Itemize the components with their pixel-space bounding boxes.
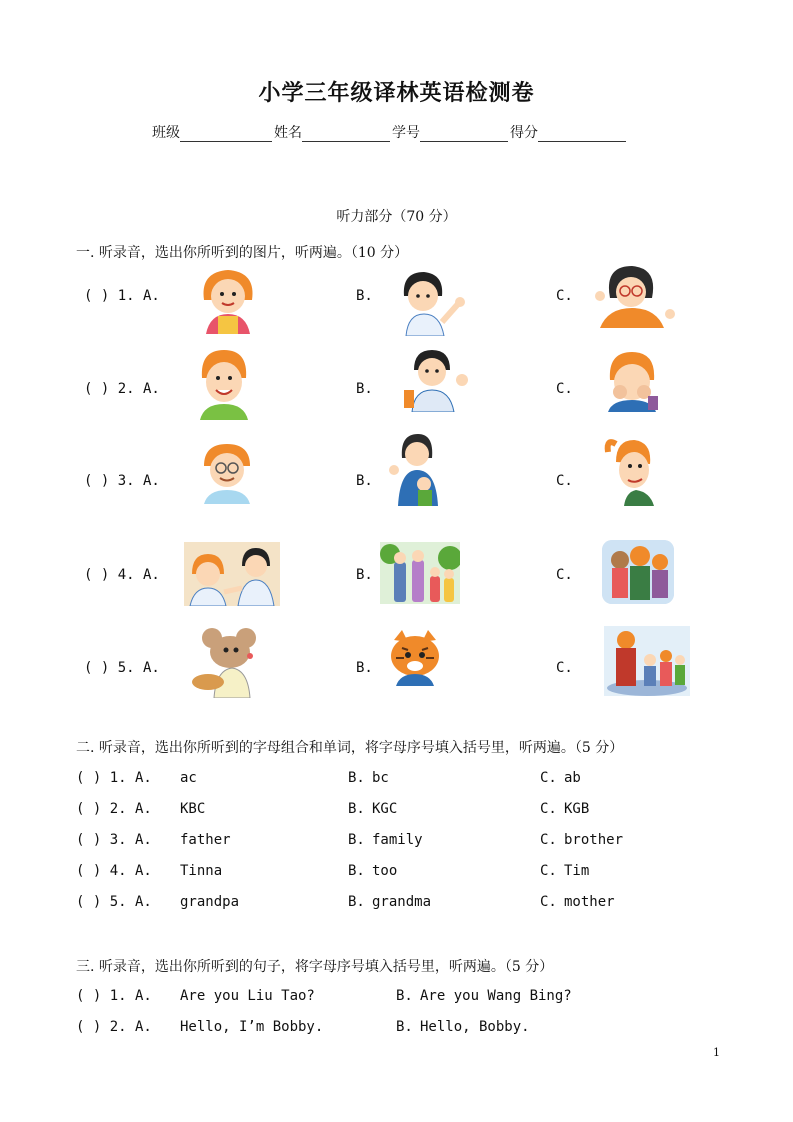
s1-q5-c-label: C. [556, 660, 573, 676]
s1-q2-b-label: B. [356, 381, 373, 397]
animals-standing-scene-icon[interactable] [602, 540, 674, 604]
s2-q4-option-c: Tim [564, 863, 590, 879]
listening-part-title: 听力部分（70 分） [336, 209, 457, 225]
s2-q2-c-label: C. [540, 801, 557, 817]
s1-q4-c-label: C. [556, 567, 573, 583]
s2-q5-number: ( ) 5. A. [76, 894, 152, 910]
boy-orange-hair-smiling-icon[interactable] [196, 348, 252, 420]
s2-q1-c-label: C. [540, 770, 557, 786]
s2-q5-option-a: grandpa [180, 894, 240, 910]
s2-q1-number: ( ) 1. A. [76, 770, 152, 786]
s2-q4-option-b: too [372, 863, 398, 879]
grandpa-glasses-icon[interactable] [198, 440, 256, 504]
s2-q2-option-a: KBC [180, 801, 206, 817]
s2-q5-option-c: mother [564, 894, 615, 910]
s1-q1-c-label: C. [556, 288, 573, 304]
boys-greeting-scene-icon[interactable] [184, 542, 280, 606]
mother-holding-child-icon[interactable] [384, 430, 448, 506]
student-info-line [152, 122, 628, 142]
s3-q1-option-b: Are you Wang Bing? [420, 988, 572, 1004]
s2-q1-option-a: ac [180, 770, 197, 786]
s2-q1-option-b: bc [372, 770, 389, 786]
page-number: 1 [713, 1046, 720, 1059]
name-label: 姓名 [274, 125, 302, 141]
s2-q3-option-a: father [180, 832, 231, 848]
s3-q2-option-a: Hello, I’m Bobby. [180, 1019, 324, 1035]
s2-q2-b-label: B. [348, 801, 365, 817]
section3-heading: 三. 听录音，选出你所听到的句子，将字母序号填入括号里，听两遍。（5 分） [76, 959, 554, 975]
tiger-cub-icon[interactable] [386, 628, 444, 688]
s1-q3-b-label: B. [356, 473, 373, 489]
s2-q3-b-label: B. [348, 832, 365, 848]
s2-q3-option-b: family [372, 832, 423, 848]
s2-q4-b-label: B. [348, 863, 365, 879]
s2-q3-option-c: brother [564, 832, 624, 848]
section1-heading: 一. 听录音，选出你所听到的图片，听两遍。（10 分） [76, 245, 409, 261]
number-field[interactable] [420, 127, 508, 142]
s2-q2-number: ( ) 2. A. [76, 801, 152, 817]
number-label: 学号 [392, 125, 420, 141]
s2-q2-option-c: KGB [564, 801, 590, 817]
s1-q5-b-label: B. [356, 660, 373, 676]
s3-q2-number: ( ) 2. A. [76, 1019, 152, 1035]
section2-heading: 二. 听录音，选出你所听到的字母组合和单词，将字母序号填入括号里，听两遍。（5 分） [76, 740, 624, 756]
s1-q5-number: ( ) 5. A. [84, 660, 160, 676]
s1-q4-b-label: B. [356, 567, 373, 583]
score-label: 得分 [510, 125, 538, 141]
s3-q2-option-b: Hello, Bobby. [420, 1019, 530, 1035]
woman-glasses-waving-icon[interactable] [594, 262, 678, 328]
s1-q3-number: ( ) 3. A. [84, 473, 160, 489]
s2-q4-number: ( ) 4. A. [76, 863, 152, 879]
class-label: 班级 [152, 125, 180, 141]
s2-q2-option-b: KGC [372, 801, 398, 817]
s2-q4-c-label: C. [540, 863, 557, 879]
s3-q1-b-label: B. [396, 988, 413, 1004]
boy-black-hair-waving-icon[interactable] [398, 346, 472, 412]
s1-q4-number: ( ) 4. A. [84, 567, 160, 583]
s2-q3-c-label: C. [540, 832, 557, 848]
name-field[interactable] [302, 127, 390, 142]
s1-q1-b-label: B. [356, 288, 373, 304]
girl-orange-hair-icon[interactable] [196, 266, 260, 334]
s1-q3-c-label: C. [556, 473, 573, 489]
s3-q1-option-a: Are you Liu Tao? [180, 988, 315, 1004]
tiger-with-children-scene-icon[interactable] [604, 626, 690, 696]
boy-covering-face-icon[interactable] [604, 350, 660, 412]
s1-q2-c-label: C. [556, 381, 573, 397]
s2-q3-number: ( ) 3. A. [76, 832, 152, 848]
s1-q2-number: ( ) 2. A. [84, 381, 160, 397]
s1-q1-number: ( ) 1. A. [84, 288, 160, 304]
page-title: 小学三年级译林英语检测卷 [258, 81, 535, 106]
s2-q5-c-label: C. [540, 894, 557, 910]
family-walking-scene-icon[interactable] [380, 542, 460, 604]
s2-q5-option-b: grandma [372, 894, 432, 910]
class-field[interactable] [180, 127, 272, 142]
girl-black-hair-waving-icon[interactable] [386, 266, 472, 336]
s2-q5-b-label: B. [348, 894, 365, 910]
s2-q4-option-a: Tinna [180, 863, 223, 879]
s3-q1-number: ( ) 1. A. [76, 988, 152, 1004]
mouse-with-bread-icon[interactable] [188, 626, 268, 698]
s3-q2-b-label: B. [396, 1019, 413, 1035]
girl-ponytail-icon[interactable] [602, 434, 660, 506]
score-field[interactable] [538, 127, 626, 142]
s2-q1-option-c: ab [564, 770, 581, 786]
s2-q1-b-label: B. [348, 770, 365, 786]
